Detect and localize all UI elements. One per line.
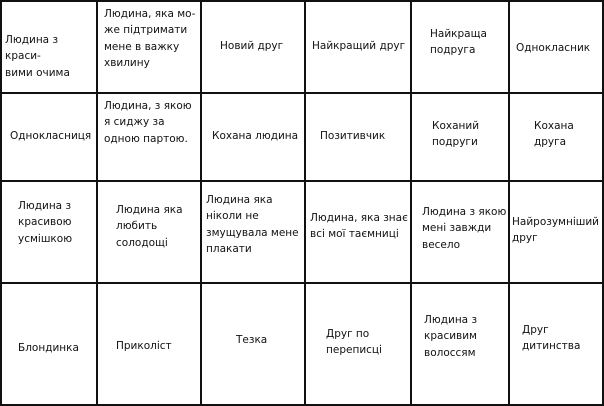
grid-cell: Однокласник [516, 42, 591, 54]
grid-line [200, 0, 202, 406]
grid-cell: Однокласниця [10, 130, 92, 142]
grid-cell: Людина, яка знає всі мої таємниці [310, 212, 408, 241]
grid-cell: Тезка [236, 334, 268, 346]
grid-cell: Найрозумніший друг [512, 216, 599, 245]
grid-line [0, 0, 2, 406]
grid-cell: Позитивчик [320, 130, 386, 142]
grid-cell: Людина з красивою усмішкою [18, 200, 73, 245]
grid-cell: Людина з красивим волоссям [424, 314, 478, 359]
grid-cell: Людина, з якою я сиджу за одною партою. [104, 100, 192, 145]
grid-line [304, 0, 306, 406]
grid-cell: Людина з краси- вими очима [5, 34, 70, 79]
grid-cell: Новий друг [220, 40, 284, 52]
grid-cell: Друг по переписці [326, 328, 382, 357]
grid-cell: Кохана людина [212, 130, 299, 142]
grid-cell: Людина яка ніколи не змущувала мене плакати [206, 194, 299, 255]
grid-cell: Кохана друга [534, 120, 574, 149]
grid-line [96, 0, 98, 406]
grid-line [0, 282, 604, 284]
grid-cell: Найкращий друг [312, 40, 406, 52]
grid-cell: Найкраща подруга [430, 28, 487, 57]
grid-cell: Блондинка [18, 342, 79, 354]
grid-cell: Людина з якою мені завжди весело [422, 206, 507, 251]
grid-cell: Людина яка любить солодощі [116, 204, 183, 249]
grid-line [0, 92, 604, 94]
grid-line [508, 0, 510, 406]
grid-line [410, 0, 412, 406]
grid-cell: Людина, яка мо- же підтримати мене в важку хвилину [104, 8, 196, 69]
grid-line [0, 0, 604, 2]
grid-cell: Коханий подруги [432, 120, 480, 149]
grid-line [0, 180, 604, 182]
grid-cell: Друг дитинства [522, 324, 581, 353]
grid-cell: Приколіст [116, 340, 172, 352]
